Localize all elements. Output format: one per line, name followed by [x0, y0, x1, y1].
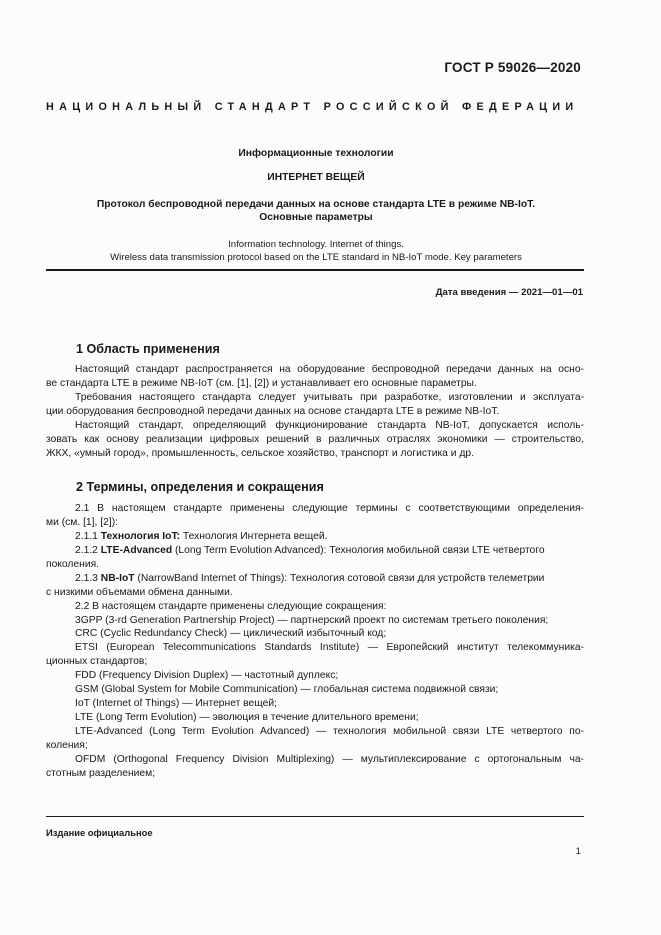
term-text: Технология Интернета вещей. — [180, 530, 328, 542]
title-divider — [46, 269, 584, 271]
english-title-line: Wireless data transmission protocol based on the LTE standard in NB-IoT mode. Key parameters — [110, 252, 522, 263]
abbreviation-line: GSM (Global System for Mobile Communication) — глобальная система подвижной связи; — [75, 684, 499, 696]
abbreviation-line: FDD (Frequency Division Duplex) — частотный дуплекс; — [75, 670, 339, 682]
term-name: NB-IoT — [100, 572, 135, 584]
term-text: (Long Term Evolution Advanced): Технология мобильной связи LTE четвертого — [172, 544, 545, 556]
abbreviation-line: OFDM (Orthogonal Frequency Division Multiplexing) — мультиплексирование с ортогональным ча- — [75, 753, 584, 765]
abbreviation-line: коления; — [46, 739, 88, 751]
term-number: 2.1.2 — [75, 544, 98, 556]
text-line: ЖКХ, «умный город», промышленность, сельское хозяйство, транспорт и логистика и др. — [46, 447, 474, 459]
national-standard-heading: НАЦИОНАЛЬНЫЙ СТАНДАРТ РОССИЙСКОЙ ФЕДЕРАЦИИ — [46, 101, 579, 113]
term-text: (NarrowBand Internet of Things): Технология сотовой связи для устройств телеметрии — [134, 572, 545, 584]
abbreviation-line: ETSI (European Telecommunications Standards Institute) — Европейский институт телекоммуника- — [75, 642, 584, 654]
text-line: поколения. — [46, 558, 100, 570]
abbreviation-line: LTE-Advanced (Long Term Evolution Advanced) — технология мобильной связи LTE четвертого по- — [75, 726, 584, 737]
document-title-line: Основные параметры — [259, 212, 373, 223]
term-number: 2.1.3 — [75, 572, 98, 584]
section-heading: 1 Область применения — [76, 342, 220, 356]
page-number: 1 — [575, 846, 581, 857]
standard-number: ГОСТ Р 59026—2020 — [444, 60, 581, 75]
footer-divider — [46, 816, 584, 817]
english-title-line: Information technology. Internet of things. — [228, 239, 404, 250]
term-name: Технология IoT: — [100, 530, 181, 542]
text-line: Требования настоящего стандарта следует учитывать при разработке, изготовлении и эксплуата- — [75, 391, 584, 403]
introduction-date: Дата введения — 2021—01—01 — [435, 287, 583, 298]
term-definition — [46, 544, 584, 558]
abbreviation-line: LTE (Long Term Evolution) — эволюция в течение длительного времени; — [75, 712, 419, 724]
text-line: 2.2 В настоящем стандарте применены следующие сокращения: — [75, 600, 387, 612]
section-heading: 2 Термины, определения и сокращения — [76, 480, 324, 494]
text-line: ми (см. [1], [2]): — [46, 516, 118, 528]
text-line: зовать как основу реализации цифровых решений в различных отраслях экономики — строительство, — [46, 433, 584, 445]
text-line: Настоящий стандарт распространяется на оборудование беспроводной передачи данных на осно- — [75, 364, 584, 375]
official-edition-note: Издание официальное — [46, 827, 153, 838]
text-line: ции оборудования беспроводной передачи данных на основе стандарта LTE в режиме NB-IoT. — [46, 405, 500, 417]
document-title-line: Протокол беспроводной передачи данных на основе стандарта LTE в режиме NB-IoT. — [96, 199, 536, 210]
section-body — [46, 363, 584, 461]
text-line: Настоящий стандарт, определяющий функционирование стандарта NB-IoT, допускается исполь- — [75, 419, 584, 431]
term-number: 2.1.1 — [75, 530, 98, 542]
abbreviation-line: стотным разделением; — [46, 767, 156, 779]
text-line: 2.1 В настоящем стандарте применены следующие термины с соответствующими определения- — [75, 503, 584, 514]
abbreviation-line: CRC (Cyclic Redundancy Check) — циклический избыточный код; — [75, 628, 387, 640]
text-line: с низкими объемами обмена данными. — [46, 586, 233, 598]
section-body — [46, 502, 584, 781]
term-name: LTE-Advanced — [100, 544, 173, 556]
text-line: ве стандарта LTE в режиме NB-IoT (см. [1], [2]) и устанавливает его основные параметры. — [46, 377, 477, 389]
term-definition — [46, 530, 584, 544]
abbreviation-line: ционных стандартов; — [46, 656, 148, 668]
abbreviation-line: 3GPP (3-rd Generation Partnership Project) — партнерский проект по системам третьего поколения; — [75, 614, 549, 626]
term-definition — [46, 572, 584, 586]
abbreviation-line: IoT (Internet of Things) — Интернет вещей; — [75, 698, 277, 710]
subject-heading: ИНТЕРНЕТ ВЕЩЕЙ — [267, 172, 365, 183]
domain-heading: Информационные технологии — [238, 148, 394, 159]
